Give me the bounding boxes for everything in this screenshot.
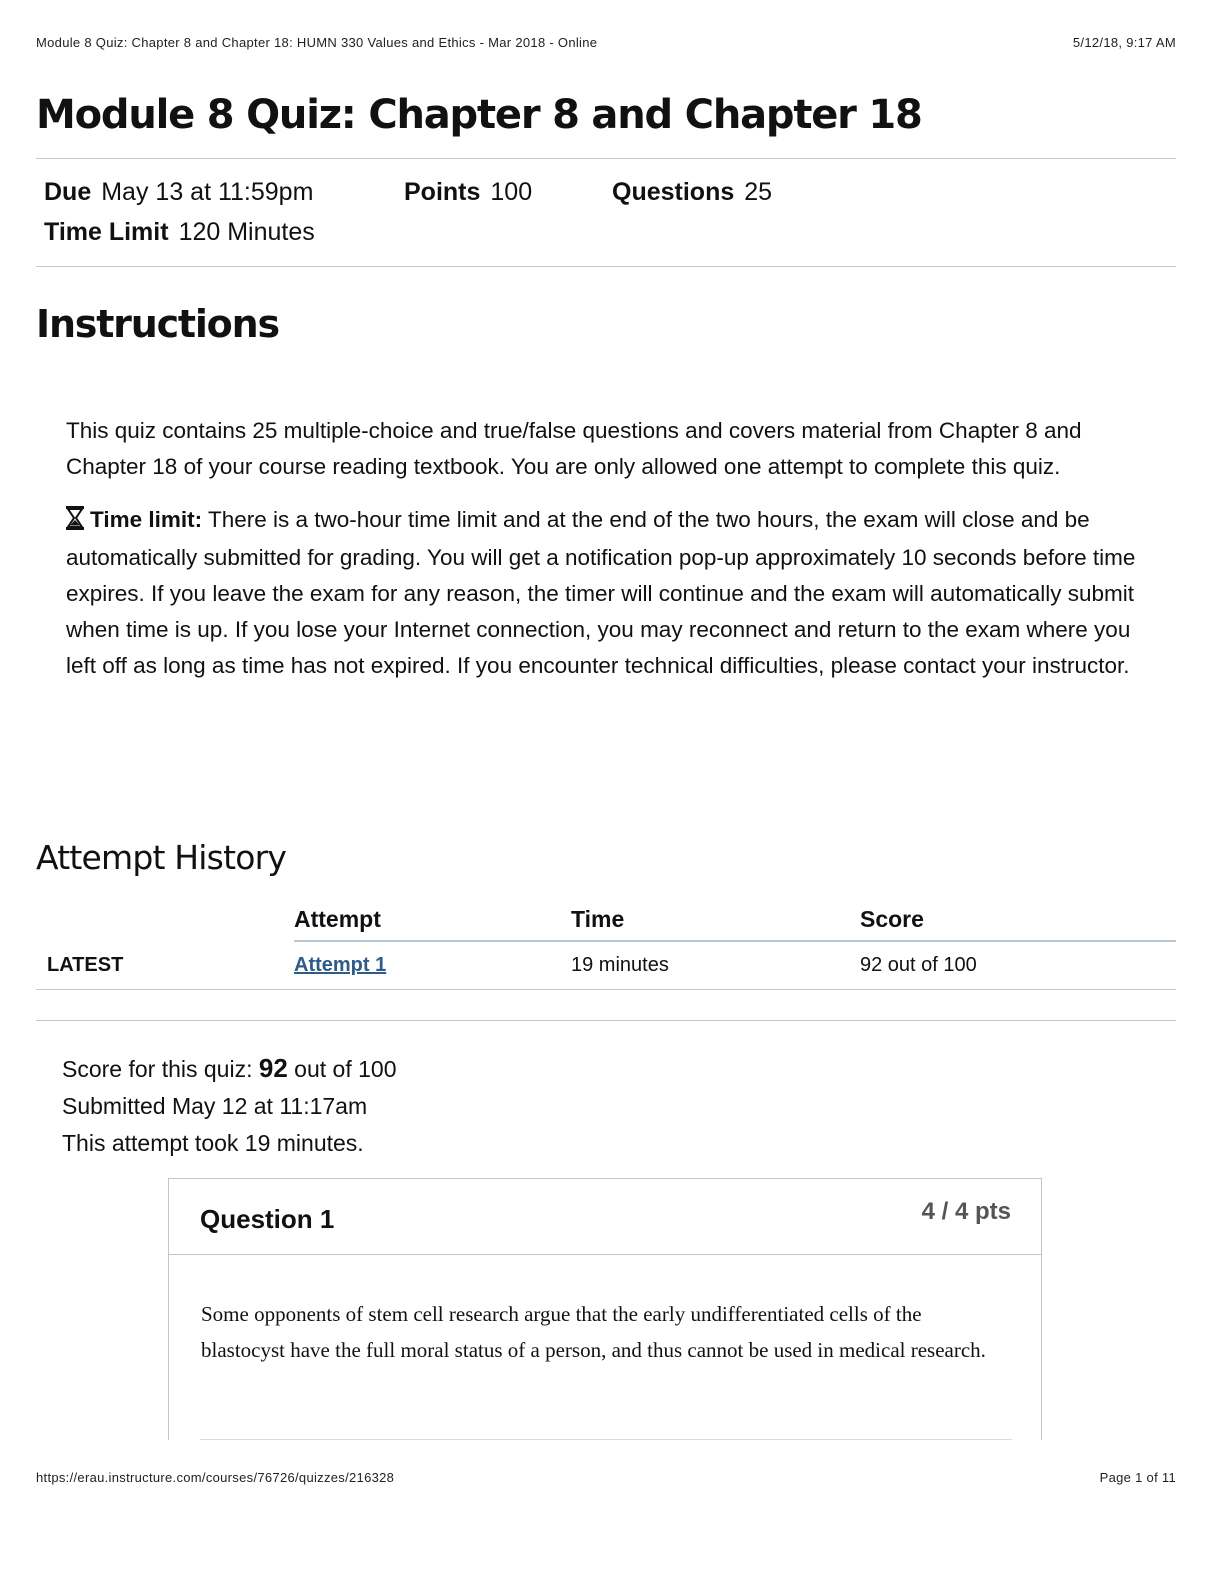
score-value: 92 [258, 1053, 288, 1083]
score-cell: 92 out of 100 [860, 941, 1176, 990]
divider [36, 158, 1176, 159]
print-header [36, 35, 1176, 50]
quiz-meta [44, 172, 944, 252]
question-text: Some opponents of stem cell research argue that the early undifferentiated cells of the blastocyst have the full moral status of a person, and thus cannot be used in medical research. [201, 1302, 986, 1362]
attempt-history-table [36, 898, 1176, 990]
time-limit-text: There is a two-hour time limit and at the end of the two hours, the exam will close and be automatically submitted for grading. You will get a notification pop-up approximately 10 seconds before time expires. If you leave the exam for any reason, the timer will continue and the exam will automatically submit when time is up. If you lose your Internet connection, you may reconnect and return to the exam where you left off as long as time has not expired. If you encounter technical difficulties, please contact your instructor. [66, 506, 1136, 678]
questions-label: Questions [612, 177, 735, 206]
points [404, 178, 612, 207]
time-limit-paragraph [66, 502, 1156, 684]
column-header [36, 898, 294, 941]
time-cell: 19 minutes [571, 941, 860, 990]
attempt-link[interactable]: Attempt 1 [294, 954, 387, 976]
instructions-paragraph: This quiz contains 25 multiple-choice and true/false questions and covers material from Chapter 8 and Chapter 18 of your course reading textbook. You are only allowed one attempt to complete this quiz. [66, 418, 1082, 479]
time-limit [44, 218, 315, 247]
print-footer-page: Page 1 of 11 [1099, 1470, 1176, 1485]
time-limit-value: 120 Minutes [178, 217, 315, 246]
column-header: Time [571, 898, 860, 941]
column-header: Score [860, 898, 1176, 941]
question-points: 4 / 4 pts [921, 1198, 1011, 1225]
score-summary [62, 1050, 396, 1162]
time-limit-inline-label: Time limit: [90, 506, 203, 532]
question-header [169, 1179, 1041, 1255]
attempt-cell [294, 941, 571, 990]
column-header: Attempt [294, 898, 571, 941]
print-footer-url: https://erau.instructure.com/courses/76726/quizzes/216328 [36, 1470, 395, 1485]
due-date [44, 178, 404, 207]
points-label: Points [404, 177, 481, 206]
table-row [36, 941, 1176, 990]
print-footer [36, 1470, 1176, 1485]
print-header-title: Module 8 Quiz: Chapter 8 and Chapter 18: HUMN 330 Values and Ethics - Mar 2018 - Online [36, 35, 598, 50]
attempt-history-heading: Attempt History [36, 838, 287, 877]
score-suffix: out of 100 [287, 1056, 397, 1082]
question-card [168, 1178, 1042, 1440]
attempt-duration: This attempt took 19 minutes. [62, 1130, 364, 1156]
instructions-heading: Instructions [36, 302, 279, 346]
instructions-body [66, 413, 1156, 701]
time-limit-label: Time Limit [44, 217, 169, 246]
quiz-score [62, 1050, 396, 1088]
status-cell: LATEST [36, 941, 294, 990]
table-header-row [36, 898, 1176, 941]
question-title: Question 1 [200, 1204, 335, 1234]
divider [200, 1439, 1012, 1440]
print-header-datetime: 5/12/18, 9:17 AM [1072, 35, 1176, 50]
hourglass-icon [66, 505, 84, 541]
due-value: May 13 at 11:59pm [101, 177, 314, 206]
submitted-time: Submitted May 12 at 11:17am [62, 1093, 368, 1119]
points-value: 100 [490, 177, 533, 206]
divider [36, 1020, 1176, 1021]
due-label: Due [44, 177, 92, 206]
page-title: Module 8 Quiz: Chapter 8 and Chapter 18 [36, 92, 922, 138]
score-prefix: Score for this quiz: [62, 1056, 259, 1082]
divider [36, 266, 1176, 267]
questions [612, 178, 772, 207]
questions-value: 25 [744, 177, 773, 206]
